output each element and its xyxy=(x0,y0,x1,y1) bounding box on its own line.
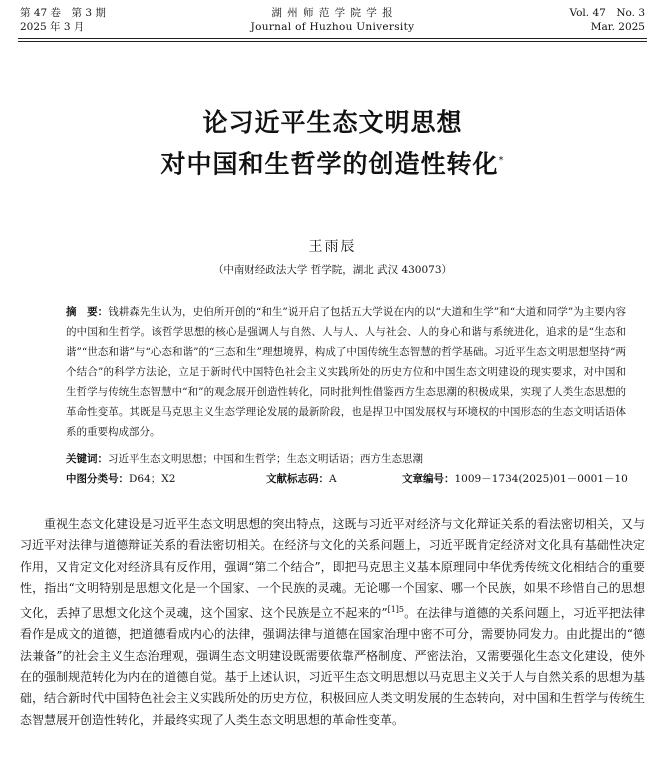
article-title-text: 对中国和生哲学的创造性转化 xyxy=(160,149,499,179)
article-number-label: 文章编号： xyxy=(402,473,455,485)
body-paragraph xyxy=(20,514,645,731)
article-title-line1: 论习近平生态文明思想 xyxy=(202,108,463,137)
header-rule-bottom xyxy=(18,41,647,42)
abstract-text: 钱耕森先生认为，史伯所开创的“和生”说开启了包括五大学说在内的以“大道和生学”和“大道和同学”为主要内容的中国和生哲学。该哲学思想的核心是强调人与自然、人与人、人与社会、人的身心和谐与系统进化，追求的是“生态和谐”“世态和谐”与“心态和谐”的“三态和生”理想境界，构成了中国传统生态智慧的哲学基础。习近平生态文明思想坚持“两个结合”的科学方法论，立足于新时代中国特色社会主义实践所处的历史方位和中国生态文明建设的现实要求，对中国和生哲学与传统生态智慧中“和”的观念展开创造性转化，同时批判性借鉴西方生态思潮的积极成果，实现了人类生态思想的革命性变革。其既是马克思主义生态学理论发展的最新阶段，也是捍卫中国发展权与环境权的中国形态的生态文明话语体系的重要构成部分。 xyxy=(66,306,626,438)
journal-name-en: Journal of Huzhou University xyxy=(250,21,415,33)
issue-date-en: Mar. 2025 xyxy=(590,21,645,33)
journal-volume-info-en xyxy=(569,6,645,34)
keywords xyxy=(66,450,626,468)
citation-marker: [1]5 xyxy=(387,605,405,615)
body-text-part2: 。在法律与道德的关系问题上，习近平把法律看作是成文的道德，把道德看成内心的法律，强调法律与道德在国家治理中密不可分，需要协同发力。由此提出的“德法兼备”的社会主义生态治理观，强调生态文明建设既需要依靠严格制度、严密法治，又需要强化生态文化建设，使外在的强制规范转化为内在的道德自觉。基于上述认识，习近平生态文明思想以马克思主义关于人与自然关系的思想为基础，结合新时代中国特色社会主义实践所处的历史方位，积极回应人类文明发展的生态转向，对中国和生哲学与传统生态智慧展开创造性转化，并最终实现了人类生态文明思想的革命性变革。 xyxy=(20,606,645,727)
clc-number xyxy=(66,470,175,488)
issue-date: 2025 年 3 月 xyxy=(20,21,85,33)
article-title-line2 xyxy=(0,142,665,183)
title-footnote-mark: * xyxy=(498,155,505,166)
abstract xyxy=(66,302,626,442)
volume-issue-en: Vol. 47 No. 3 xyxy=(569,7,645,19)
doc-code-value: A xyxy=(329,473,337,485)
volume-issue: 第 47 卷 第 3 期 xyxy=(20,7,106,19)
clc-label: 中图分类号： xyxy=(66,473,129,485)
abstract-label: 摘 要： xyxy=(66,306,109,318)
journal-name-cn: 湖 州 师 范 学 院 学 报 xyxy=(271,7,394,19)
keywords-text: 习近平生态文明思想；中国和生哲学；生态文明话语；西方生态思潮 xyxy=(108,453,423,465)
header-rule-top xyxy=(18,38,647,39)
article-number xyxy=(402,470,628,488)
doc-code-label: 文献标志码： xyxy=(266,473,329,485)
clc-value: D64；X2 xyxy=(129,473,176,485)
author-name: 王雨辰 xyxy=(308,239,357,255)
body-text xyxy=(20,514,645,731)
article-number-value: 1009－1734(2025)01－0001－10 xyxy=(454,473,628,485)
document-code xyxy=(266,470,337,488)
keywords-label: 关键词： xyxy=(66,453,108,465)
body-text-part1: 重视生态文化建设是习近平生态文明思想的突出特点，这既与习近平对经济与文化辩证关系的看法密切相关，又与习近平对法律与道德辩证关系的看法密切相关。在经济与文化的关系问题上，习近平既肯定经济对文化具有基础性决定作用，又肯定文化对经济具有反作用，强调“第二个结合”，即把马克思主义基本原理同中华优秀传统文化相结合的重要性，指出“文明特别是思想文化是一个国家、一个民族的灵魂。无论哪一个国家、哪一个民族，如果不珍惜自己的思想文化，丢掉了思想文化这个灵魂，这个国家、这个民族是立不起来的” xyxy=(20,517,645,621)
journal-name xyxy=(0,6,665,34)
author-affiliation: （中南财经政法大学 哲学院，湖北 武汉 430073） xyxy=(212,264,453,276)
